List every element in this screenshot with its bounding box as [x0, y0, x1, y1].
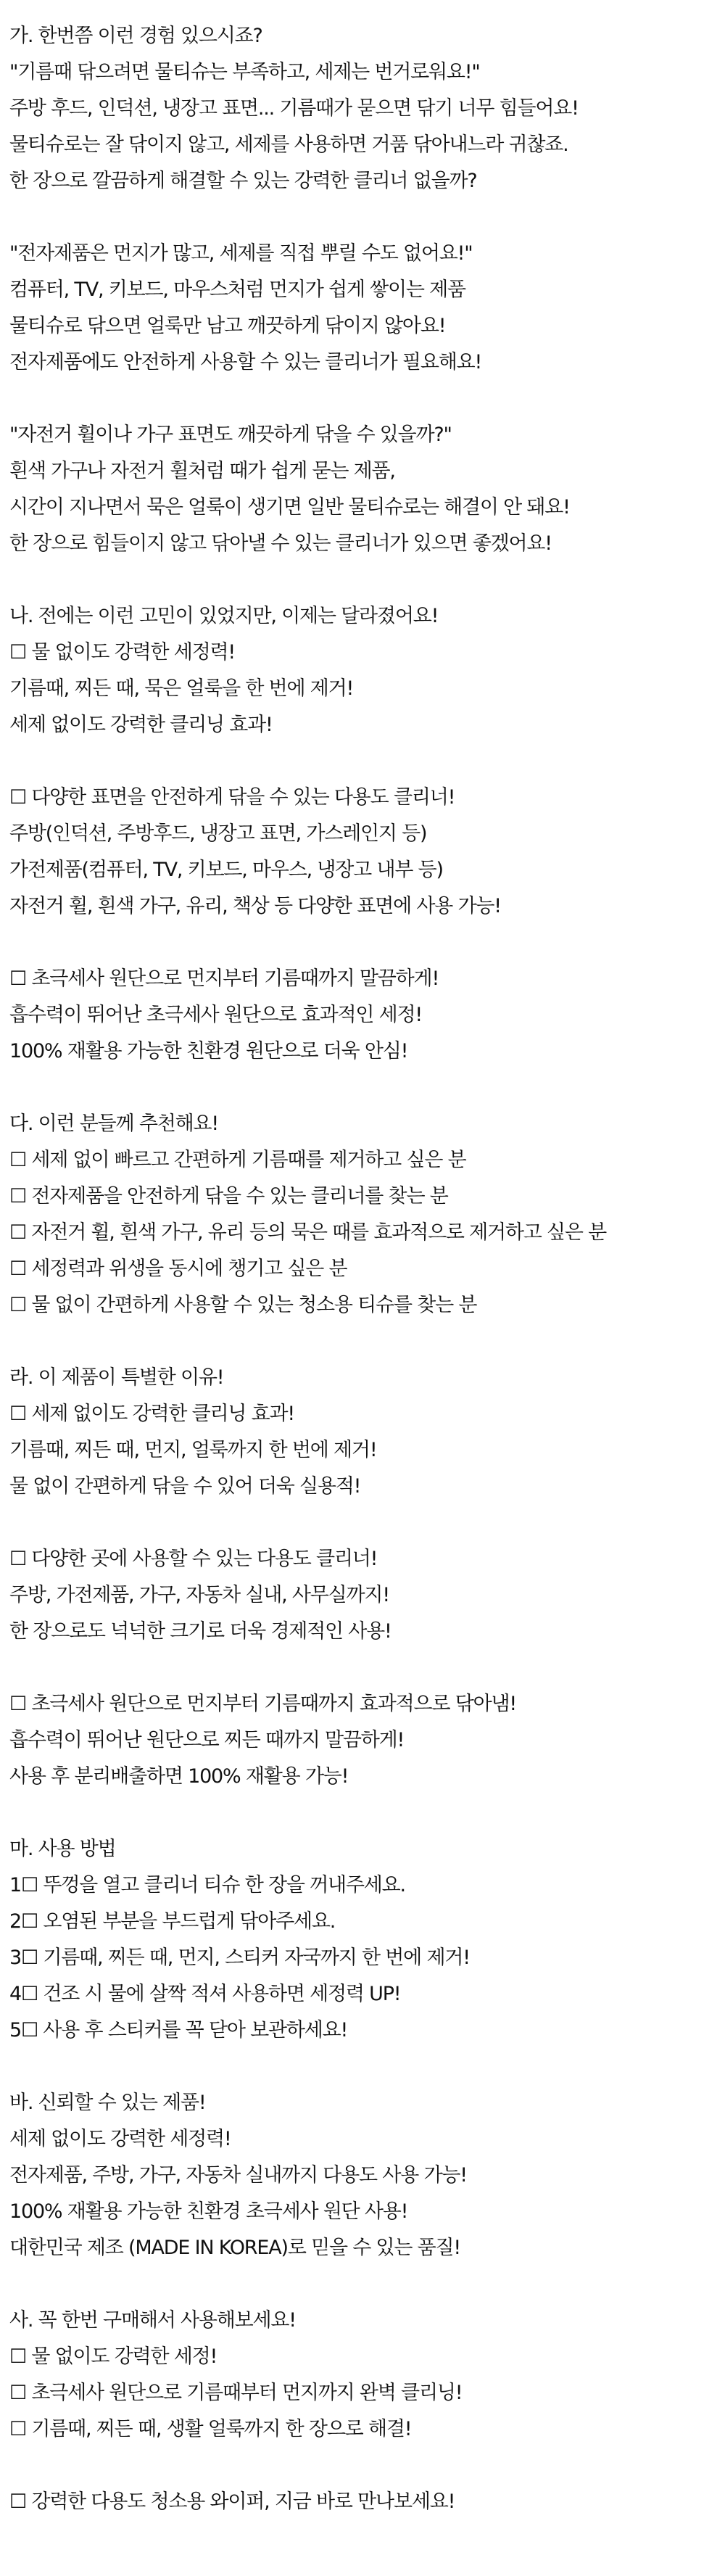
text-line: 시간이 지나면서 묵은 얼룩이 생기면 일반 물티슈로는 해결이 안 돼요! [9, 496, 570, 519]
text-line: 기름때, 찌든 때, 묵은 얼룩을 한 번에 제거! [9, 677, 354, 700]
text-line: 물 없이 간편하게 닦을 수 있어 더욱 실용적! [9, 1475, 361, 1498]
text-line: "자전거 휠이나 가구 표면도 깨끗하게 닦을 수 있을까?" [9, 424, 452, 446]
text-line: 한 장으로 힘들이지 않고 닦아낼 수 있는 클리너가 있으면 좋겠어요! [9, 532, 552, 555]
text-line: 한 장으로 깔끔하게 해결할 수 있는 강력한 클리너 없을까? [9, 170, 477, 192]
text-line: 3☐ 기름때, 찌든 때, 먼지, 스티커 자국까지 한 번에 제거! [9, 1947, 470, 1969]
text-line: 라. 이 제품이 특별한 이유! [9, 1366, 224, 1389]
text-line: 자전거 휠, 흰색 가구, 유리, 책상 등 다양한 표면에 사용 가능! [9, 895, 501, 917]
text-line: 가. 한번쯤 이런 경험 있으시죠? [9, 25, 262, 47]
text-line: 전자제품, 주방, 가구, 자동차 실내까지 다용도 사용 가능! [9, 2164, 467, 2187]
text-line: ☐ 다양한 표면을 안전하게 닦을 수 있는 다용도 클리너! [9, 786, 455, 809]
text-line: 마. 사용 방법 [9, 1838, 116, 1860]
text-line: 전자제품에도 안전하게 사용할 수 있는 클리너가 필요해요! [9, 351, 482, 373]
text-line: 물티슈로 닦으면 얼룩만 남고 깨끗하게 닦이지 않아요! [9, 315, 446, 337]
text-line: "기름때 닦으려면 물티슈는 부족하고, 세제는 번거로워요!" [9, 61, 480, 83]
text-line: 컴퓨터, TV, 키보드, 마우스처럼 먼지가 쉽게 쌓이는 제품 [9, 278, 465, 301]
text-line: 흰색 가구나 자전거 휠처럼 때가 쉽게 묻는 제품, [9, 460, 395, 482]
text-line: 주방, 가전제품, 가구, 자동차 실내, 사무실까지! [9, 1584, 389, 1606]
text-line: 가전제품(컴퓨터, TV, 키보드, 마우스, 냉장고 내부 등) [9, 859, 443, 881]
text-line: 사. 꼭 한번 구매해서 사용해보세요! [9, 2309, 296, 2332]
text-line: ☐ 세정력과 위생을 동시에 챙기고 싶은 분 [9, 1258, 347, 1280]
text-line: 5☐ 사용 후 스티커를 꼭 닫아 보관하세요! [9, 2019, 348, 2042]
text-line: ☐ 다양한 곳에 사용할 수 있는 다용도 클리너! [9, 1548, 378, 1570]
text-line: 기름때, 찌든 때, 먼지, 얼룩까지 한 번에 제거! [9, 1439, 377, 1461]
text-line: 4☐ 건조 시 물에 살짝 적셔 사용하면 세정력 UP! [9, 1983, 401, 2005]
text-line: 사용 후 분리배출하면 100% 재활용 가능! [9, 1765, 349, 1788]
text-line: 세제 없이도 강력한 클리닝 효과! [9, 714, 273, 736]
text-line: ☐ 세제 없이도 강력한 클리닝 효과! [9, 1403, 295, 1425]
text-line: 흡수력이 뛰어난 원단으로 찌든 때까지 말끔하게! [9, 1729, 405, 1751]
text-line: 대한민국 제조 (MADE IN KOREA)로 믿을 수 있는 품질! [9, 2237, 461, 2259]
text-line: ☐ 자전거 휠, 흰색 가구, 유리 등의 묵은 때를 효과적으로 제거하고 싶은 분 [9, 1221, 607, 1244]
text-line: 1☐ 뚜껑을 열고 클리너 티슈 한 장을 꺼내주세요. [9, 1874, 405, 1896]
text-line: ☐ 초극세사 원단으로 기름때부터 먼지까지 완벽 클리닝! [9, 2382, 463, 2404]
text-line: ☐ 초극세사 원단으로 먼지부터 기름때까지 말끔하게! [9, 967, 439, 990]
text-line: 물티슈로는 잘 닦이지 않고, 세제를 사용하면 거품 닦아내느라 귀찮죠. [9, 133, 568, 156]
text-line: ☐ 물 없이도 강력한 세정력! [9, 641, 235, 664]
text-line: 주방(인덕션, 주방후드, 냉장고 표면, 가스레인지 등) [9, 822, 427, 845]
text-line: 다. 이런 분들께 추천해요! [9, 1112, 218, 1135]
text-line: ☐ 강력한 다용도 청소용 와이퍼, 지금 바로 만나보세요! [9, 2490, 455, 2513]
text-line: 세제 없이도 강력한 세정력! [9, 2128, 231, 2150]
text-line: ☐ 물 없이도 강력한 세정! [9, 2345, 218, 2368]
text-line: 주방 후드, 인덕션, 냉장고 표면... 기름때가 묻으면 닦기 너무 힘들어요! [9, 97, 579, 120]
text-line: 100% 재활용 가능한 친환경 초극세사 원단 사용! [9, 2200, 408, 2223]
text-line: ☐ 기름때, 찌든 때, 생활 얼룩까지 한 장으로 해결! [9, 2418, 412, 2440]
text-line: "전자제품은 먼지가 많고, 세제를 직접 뿌릴 수도 없어요!" [9, 242, 473, 265]
text-line: ☐ 초극세사 원단으로 먼지부터 기름때까지 효과적으로 닦아냄! [9, 1693, 516, 1715]
text-line: 바. 신뢰할 수 있는 제품! [9, 2092, 206, 2114]
text-line: ☐ 세제 없이 빠르고 간편하게 기름때를 제거하고 싶은 분 [9, 1149, 466, 1171]
text-line: 흡수력이 뛰어난 초극세사 원단으로 효과적인 세정! [9, 1004, 423, 1026]
text-line: 100% 재활용 가능한 친환경 원단으로 더욱 안심! [9, 1040, 408, 1062]
text-line: ☐ 전자제품을 안전하게 닦을 수 있는 클리너를 찾는 분 [9, 1185, 448, 1208]
text-line: ☐ 물 없이 간편하게 사용할 수 있는 청소용 티슈를 찾는 분 [9, 1294, 477, 1316]
text-line: 나. 전에는 이런 고민이 있었지만, 이제는 달라졌어요! [9, 605, 439, 627]
text-line: 2☐ 오염된 부분을 부드럽게 닦아주세요. [9, 1910, 336, 1933]
text-line: 한 장으로도 넉넉한 크기로 더욱 경제적인 사용! [9, 1620, 392, 1643]
